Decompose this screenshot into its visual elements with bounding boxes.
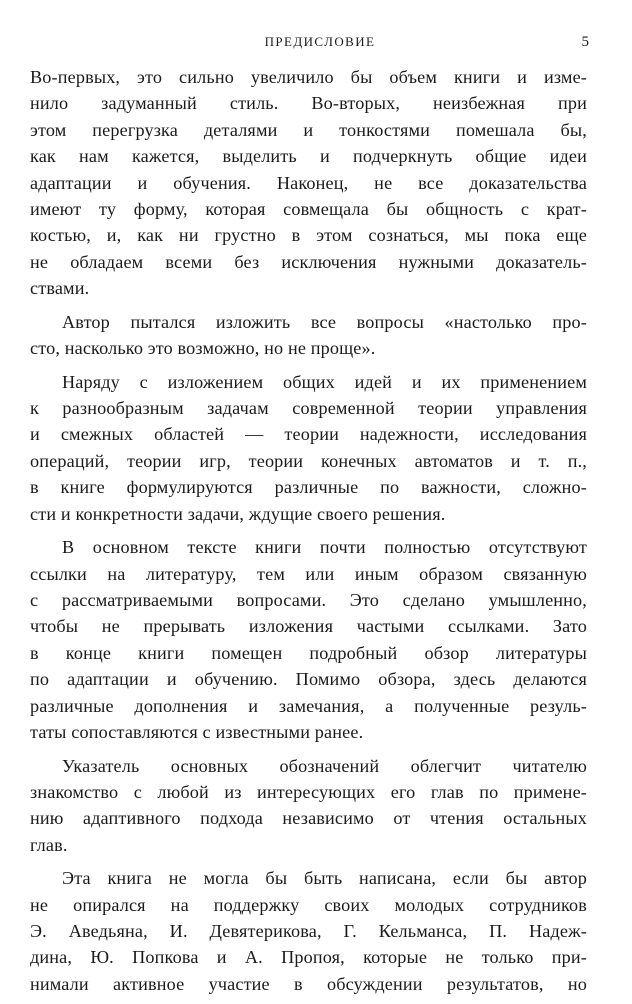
text-line: Наряду с изложением общих идей и их применением bbox=[62, 371, 587, 392]
running-head bbox=[0, 32, 632, 52]
text-line: ссылки на литературу, тем или иным образом связанную bbox=[30, 563, 587, 584]
text-line: не обладаем всеми без исключения нужными доказатель- bbox=[30, 251, 587, 272]
text-line: глав. bbox=[30, 834, 68, 855]
text-line: и смежных областей — теории надежности, исследования bbox=[30, 424, 587, 445]
text-line: как нам кажется, выделить и подчеркнуть общие идеи bbox=[30, 146, 587, 167]
text-line: таты сопоставляются с известными ранее. bbox=[30, 721, 364, 742]
text-line: операций, теории игр, теории конечных автоматов и т. п., bbox=[30, 450, 587, 471]
text-line: в книге формулируются различные по важности, сложно- bbox=[30, 477, 587, 498]
text-line: Автор пытался изложить все вопросы «настолько про- bbox=[62, 311, 587, 332]
text-line: Эта книга не могла бы быть написана, если бы автор bbox=[62, 868, 587, 889]
text-line: сто, насколько это возможно, но не проще». bbox=[30, 338, 376, 359]
text-line: по адаптации и обучению. Помимо обзора, здесь делаются bbox=[30, 669, 587, 690]
paragraph bbox=[30, 309, 587, 362]
text-line: в конце книги помещен подробный обзор литературы bbox=[30, 642, 587, 663]
text-line: к разнообразным задачам современной теории управления bbox=[30, 398, 587, 419]
text-line: костью, и, как ни грустно в этом сознаться, мы пока еще bbox=[30, 225, 587, 246]
text-line: ствами. bbox=[30, 278, 90, 299]
text-line: нило задуманный стиль. Во-вторых, неизбежная при bbox=[30, 93, 587, 114]
text-line: сти и конкретности задачи, ждущие своего решения. bbox=[30, 503, 446, 524]
paragraph bbox=[30, 534, 587, 745]
text-line: различные дополнения и замечания, а полученные резуль- bbox=[30, 695, 587, 716]
text-line: Во-первых, это сильно увеличило бы объем книги и изме- bbox=[30, 67, 587, 87]
paragraph bbox=[30, 369, 587, 527]
text-line: дина, Ю. Попкова и А. Пропоя, которые не только при- bbox=[30, 947, 587, 968]
text-line: не опирался на поддержку своих молодых сотрудников bbox=[30, 894, 587, 915]
paragraph bbox=[30, 64, 587, 302]
text-line: этом перегрузка деталями и тонкостями помешала бы, bbox=[30, 119, 587, 140]
text-line: В основном тексте книги почти полностью отсутствуют bbox=[62, 537, 587, 558]
text-line: адаптации и обучения. Наконец, не все доказательства bbox=[30, 172, 587, 193]
running-title: ПРЕДИСЛОВИЕ bbox=[264, 34, 376, 49]
text-line: знакомство с любой из интересующих его глав по примене- bbox=[30, 781, 587, 802]
text-line: имеют ту форму, которая совмещала бы общность с крат- bbox=[30, 198, 587, 219]
page-number: 5 bbox=[581, 34, 589, 50]
text-line: с рассматриваемыми вопросами. Это сделано умышленно, bbox=[30, 589, 587, 610]
paragraph bbox=[30, 865, 587, 997]
text-line: нию адаптивного подхода независимо от чтения остальных bbox=[30, 808, 587, 829]
text-line: нимали активное участие в обсуждении результатов, но bbox=[30, 973, 587, 994]
text-line: Э. Аведьяна, И. Девятерикова, Г. Кельманса, П. Надеж- bbox=[30, 921, 587, 942]
body-text bbox=[30, 64, 587, 1004]
text-line: Указатель основных обозначений облегчит читателю bbox=[62, 755, 587, 776]
text-line: чтобы не прерывать изложения частыми ссылками. Зато bbox=[30, 616, 587, 637]
paragraph bbox=[30, 753, 587, 859]
